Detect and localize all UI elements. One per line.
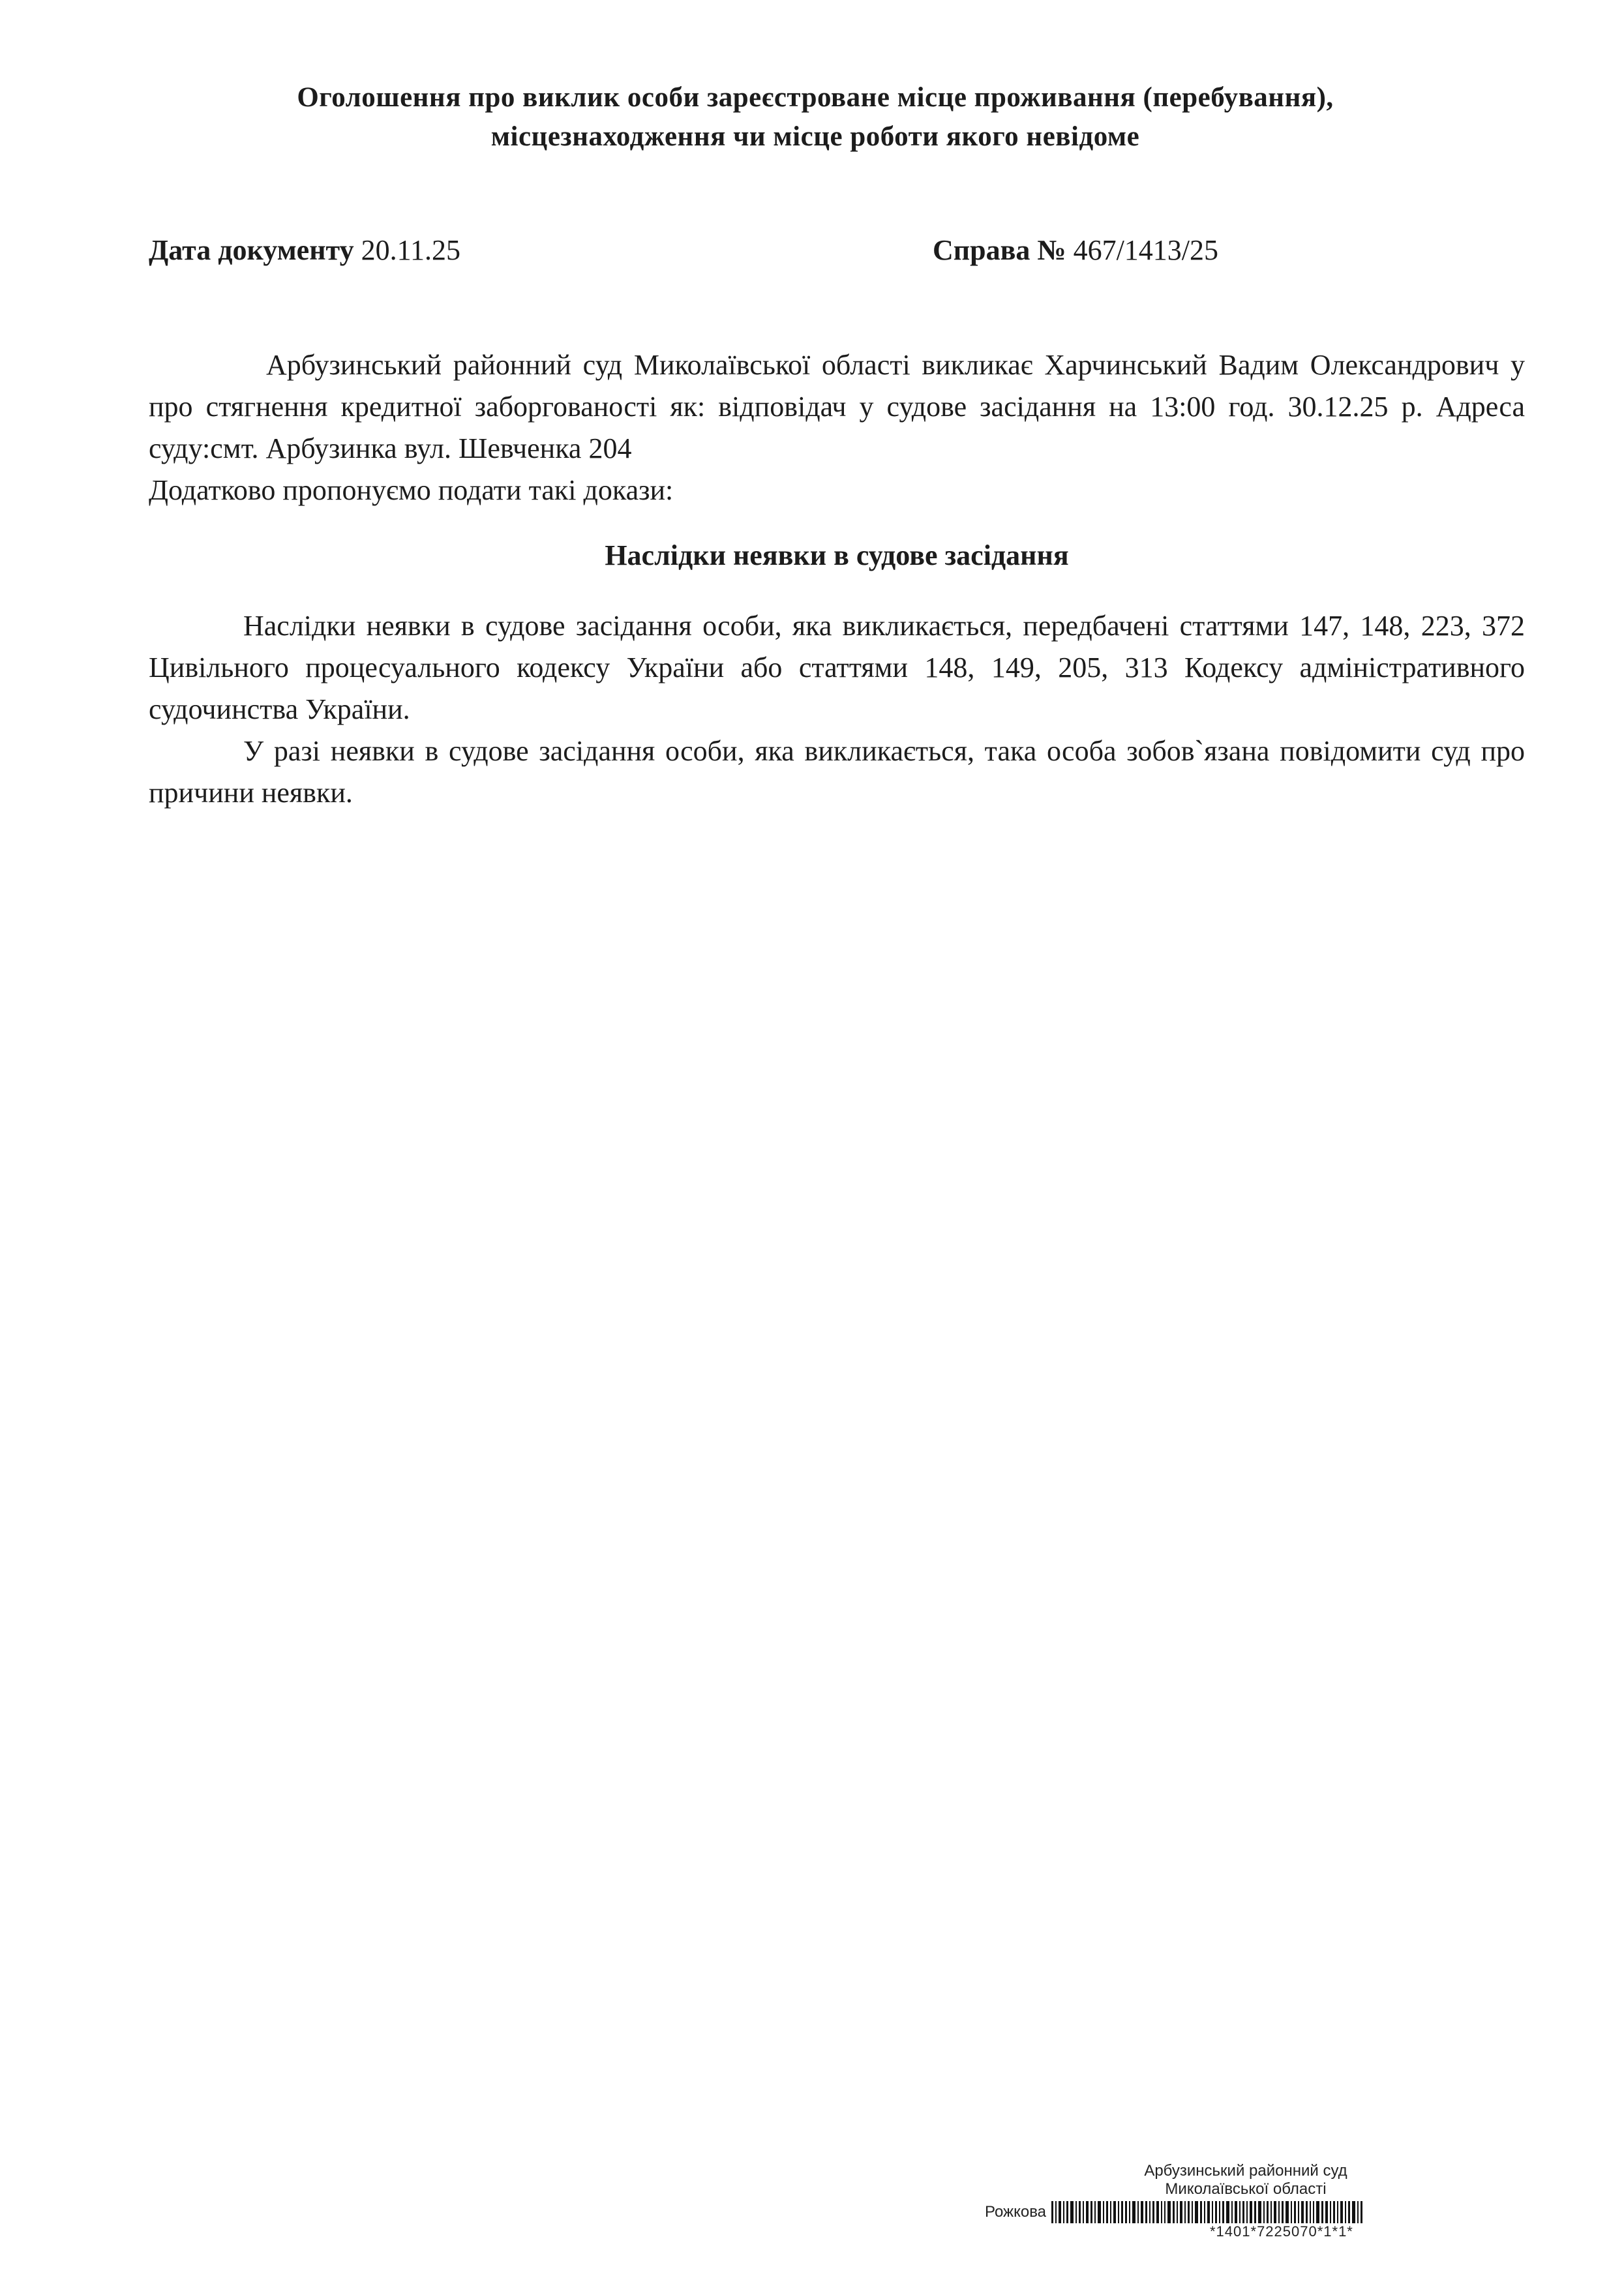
barcode-bar xyxy=(1152,2201,1154,2223)
barcode-bar xyxy=(1313,2201,1314,2223)
barcode-bar xyxy=(1301,2201,1304,2223)
barcode-bar xyxy=(1357,2201,1359,2223)
barcode-bar xyxy=(1258,2201,1261,2223)
barcode-bar xyxy=(1294,2201,1296,2223)
barcode-bar xyxy=(1177,2201,1178,2223)
barcode-bar xyxy=(1222,2201,1224,2223)
barcode-bar xyxy=(1310,2201,1311,2223)
barcode-bar xyxy=(1090,2201,1092,2223)
barcode-bar xyxy=(1063,2201,1064,2223)
barcode-bar xyxy=(1075,2201,1077,2223)
barcode-bar xyxy=(1149,2201,1150,2223)
barcode-bar xyxy=(1106,2201,1108,2223)
barcode-bar xyxy=(1086,2201,1089,2223)
barcode-bar xyxy=(1263,2201,1265,2223)
barcode-bar xyxy=(1330,2201,1331,2223)
barcode-bar xyxy=(1239,2201,1241,2223)
barcode-bar xyxy=(1219,2201,1220,2223)
barcode-bar xyxy=(1145,2201,1147,2223)
case-label: Справа № xyxy=(933,234,1066,266)
barcode-bar xyxy=(1164,2201,1165,2223)
barcode-bar xyxy=(1286,2201,1289,2223)
case-value: 467/1413/25 xyxy=(1073,234,1219,266)
barcode-bar xyxy=(1274,2201,1276,2223)
evidence-paragraph: Додатково пропонуємо подати такі докази: xyxy=(149,474,674,506)
barcode-bar xyxy=(1070,2201,1074,2223)
barcode-bar xyxy=(1094,2201,1096,2223)
barcode-bar xyxy=(1271,2201,1272,2223)
barcode-bar xyxy=(1129,2201,1130,2223)
barcode-bar xyxy=(1306,2201,1308,2223)
barcode-bar xyxy=(1215,2201,1217,2223)
barcode-bar xyxy=(1316,2201,1319,2223)
barcode-bar xyxy=(1066,2201,1068,2223)
barcode-bar xyxy=(1352,2201,1355,2223)
barcode-bar xyxy=(1167,2201,1171,2223)
stamp-barcode-row xyxy=(985,2201,1364,2223)
barcode-bar xyxy=(1291,2201,1292,2223)
barcode-bar xyxy=(1204,2201,1205,2223)
barcode-bar xyxy=(1200,2201,1202,2223)
barcode-bar xyxy=(1180,2201,1182,2223)
barcode-bar xyxy=(1059,2201,1061,2223)
barcode-bar xyxy=(1235,2201,1237,2223)
case-number xyxy=(933,233,1218,267)
barcode-bar xyxy=(1361,2201,1362,2223)
barcode-bar xyxy=(1226,2201,1229,2223)
stamp-court-line-2: Миколаївської області xyxy=(1165,2180,1327,2198)
consequences-heading: Наслідки неявки в судове засідання xyxy=(605,539,1069,571)
stamp-court-name xyxy=(985,2162,1507,2198)
barcode-bar xyxy=(1125,2201,1127,2223)
barcode-bar xyxy=(1298,2201,1299,2223)
obligation-paragraph: У разі неявки в судове засідання особи, яка викликається, така особа зобов`язана повідомити суд про причини неявки. xyxy=(149,735,1525,809)
date-value: 20.11.25 xyxy=(361,234,460,266)
heading-line-1: Оголошення про виклик особи зареєстроване місце проживання (перебування), xyxy=(297,82,1334,113)
stamp-court-line-1: Арбузинський районний суд xyxy=(1144,2162,1347,2180)
barcode-bar xyxy=(1207,2201,1210,2223)
barcode-bar xyxy=(1121,2201,1123,2223)
barcode-bar xyxy=(1345,2201,1346,2223)
barcode-bar xyxy=(1195,2201,1198,2223)
summons-paragraph: Арбузинський районний суд Миколаївської області викликає Харчинський Вадим Олександрович у про стягнення кредитної заборгованості як: відповідач у судове засідання на 13:00 год. 30.12.25 р. Адреса суду:смт. Арбузинка вул. Шевченка 204 xyxy=(149,349,1525,464)
barcode-bar xyxy=(1079,2201,1081,2223)
barcode-bar xyxy=(1118,2201,1119,2223)
barcode-bar xyxy=(1254,2201,1256,2223)
barcode-bar xyxy=(1278,2201,1280,2223)
barcode-bar xyxy=(1184,2201,1186,2223)
barcode-bar xyxy=(1055,2201,1057,2223)
consequences-paragraph: Наслідки неявки в судове засідання особи, яка викликається, передбачені статтями 147, 148, 223, 372 Цивільного процесуального кодексу України або статтями 148, 149, 205, 313 Кодексу адміністративного судочинства України. xyxy=(149,610,1525,725)
barcode-bar xyxy=(1192,2201,1193,2223)
barcode-bar xyxy=(1156,2201,1159,2223)
barcode-bar xyxy=(1337,2201,1338,2223)
barcode-bar xyxy=(1110,2201,1111,2223)
barcode-bar xyxy=(1137,2201,1139,2223)
court-barcode-stamp xyxy=(985,2162,1546,2240)
barcode-bar xyxy=(1231,2201,1233,2223)
barcode-bar xyxy=(1333,2201,1335,2223)
barcode-bar xyxy=(1161,2201,1162,2223)
barcode-bar xyxy=(1132,2201,1135,2223)
barcode-bar xyxy=(1188,2201,1190,2223)
barcode-bar xyxy=(1098,2201,1101,2223)
stamp-code: *1401*7225070*1*1* xyxy=(1210,2223,1353,2240)
heading-line-2: місцезнаходження чи місце роботи якого невідоме xyxy=(490,121,1140,152)
barcode-bar xyxy=(1212,2201,1213,2223)
barcode-bar xyxy=(1246,2201,1248,2223)
barcode-bar xyxy=(1051,2201,1053,2223)
stamp-clerk-name: Рожкова xyxy=(985,2203,1047,2221)
barcode xyxy=(1051,2201,1364,2223)
barcode-bar xyxy=(1103,2201,1104,2223)
barcode-bar xyxy=(1282,2201,1284,2223)
barcode-bar xyxy=(1242,2201,1244,2223)
barcode-bar xyxy=(1321,2201,1323,2223)
document-date xyxy=(149,233,460,267)
barcode-bar xyxy=(1113,2201,1116,2223)
barcode-bar xyxy=(1083,2201,1084,2223)
date-label: Дата документу xyxy=(149,234,354,266)
barcode-bar xyxy=(1348,2201,1350,2223)
barcode-bar xyxy=(1340,2201,1343,2223)
barcode-bar xyxy=(1325,2201,1328,2223)
barcode-bar xyxy=(1267,2201,1269,2223)
document-heading xyxy=(196,78,1435,157)
barcode-bar xyxy=(1173,2201,1175,2223)
barcode-bar xyxy=(1141,2201,1143,2223)
barcode-bar xyxy=(1250,2201,1252,2223)
